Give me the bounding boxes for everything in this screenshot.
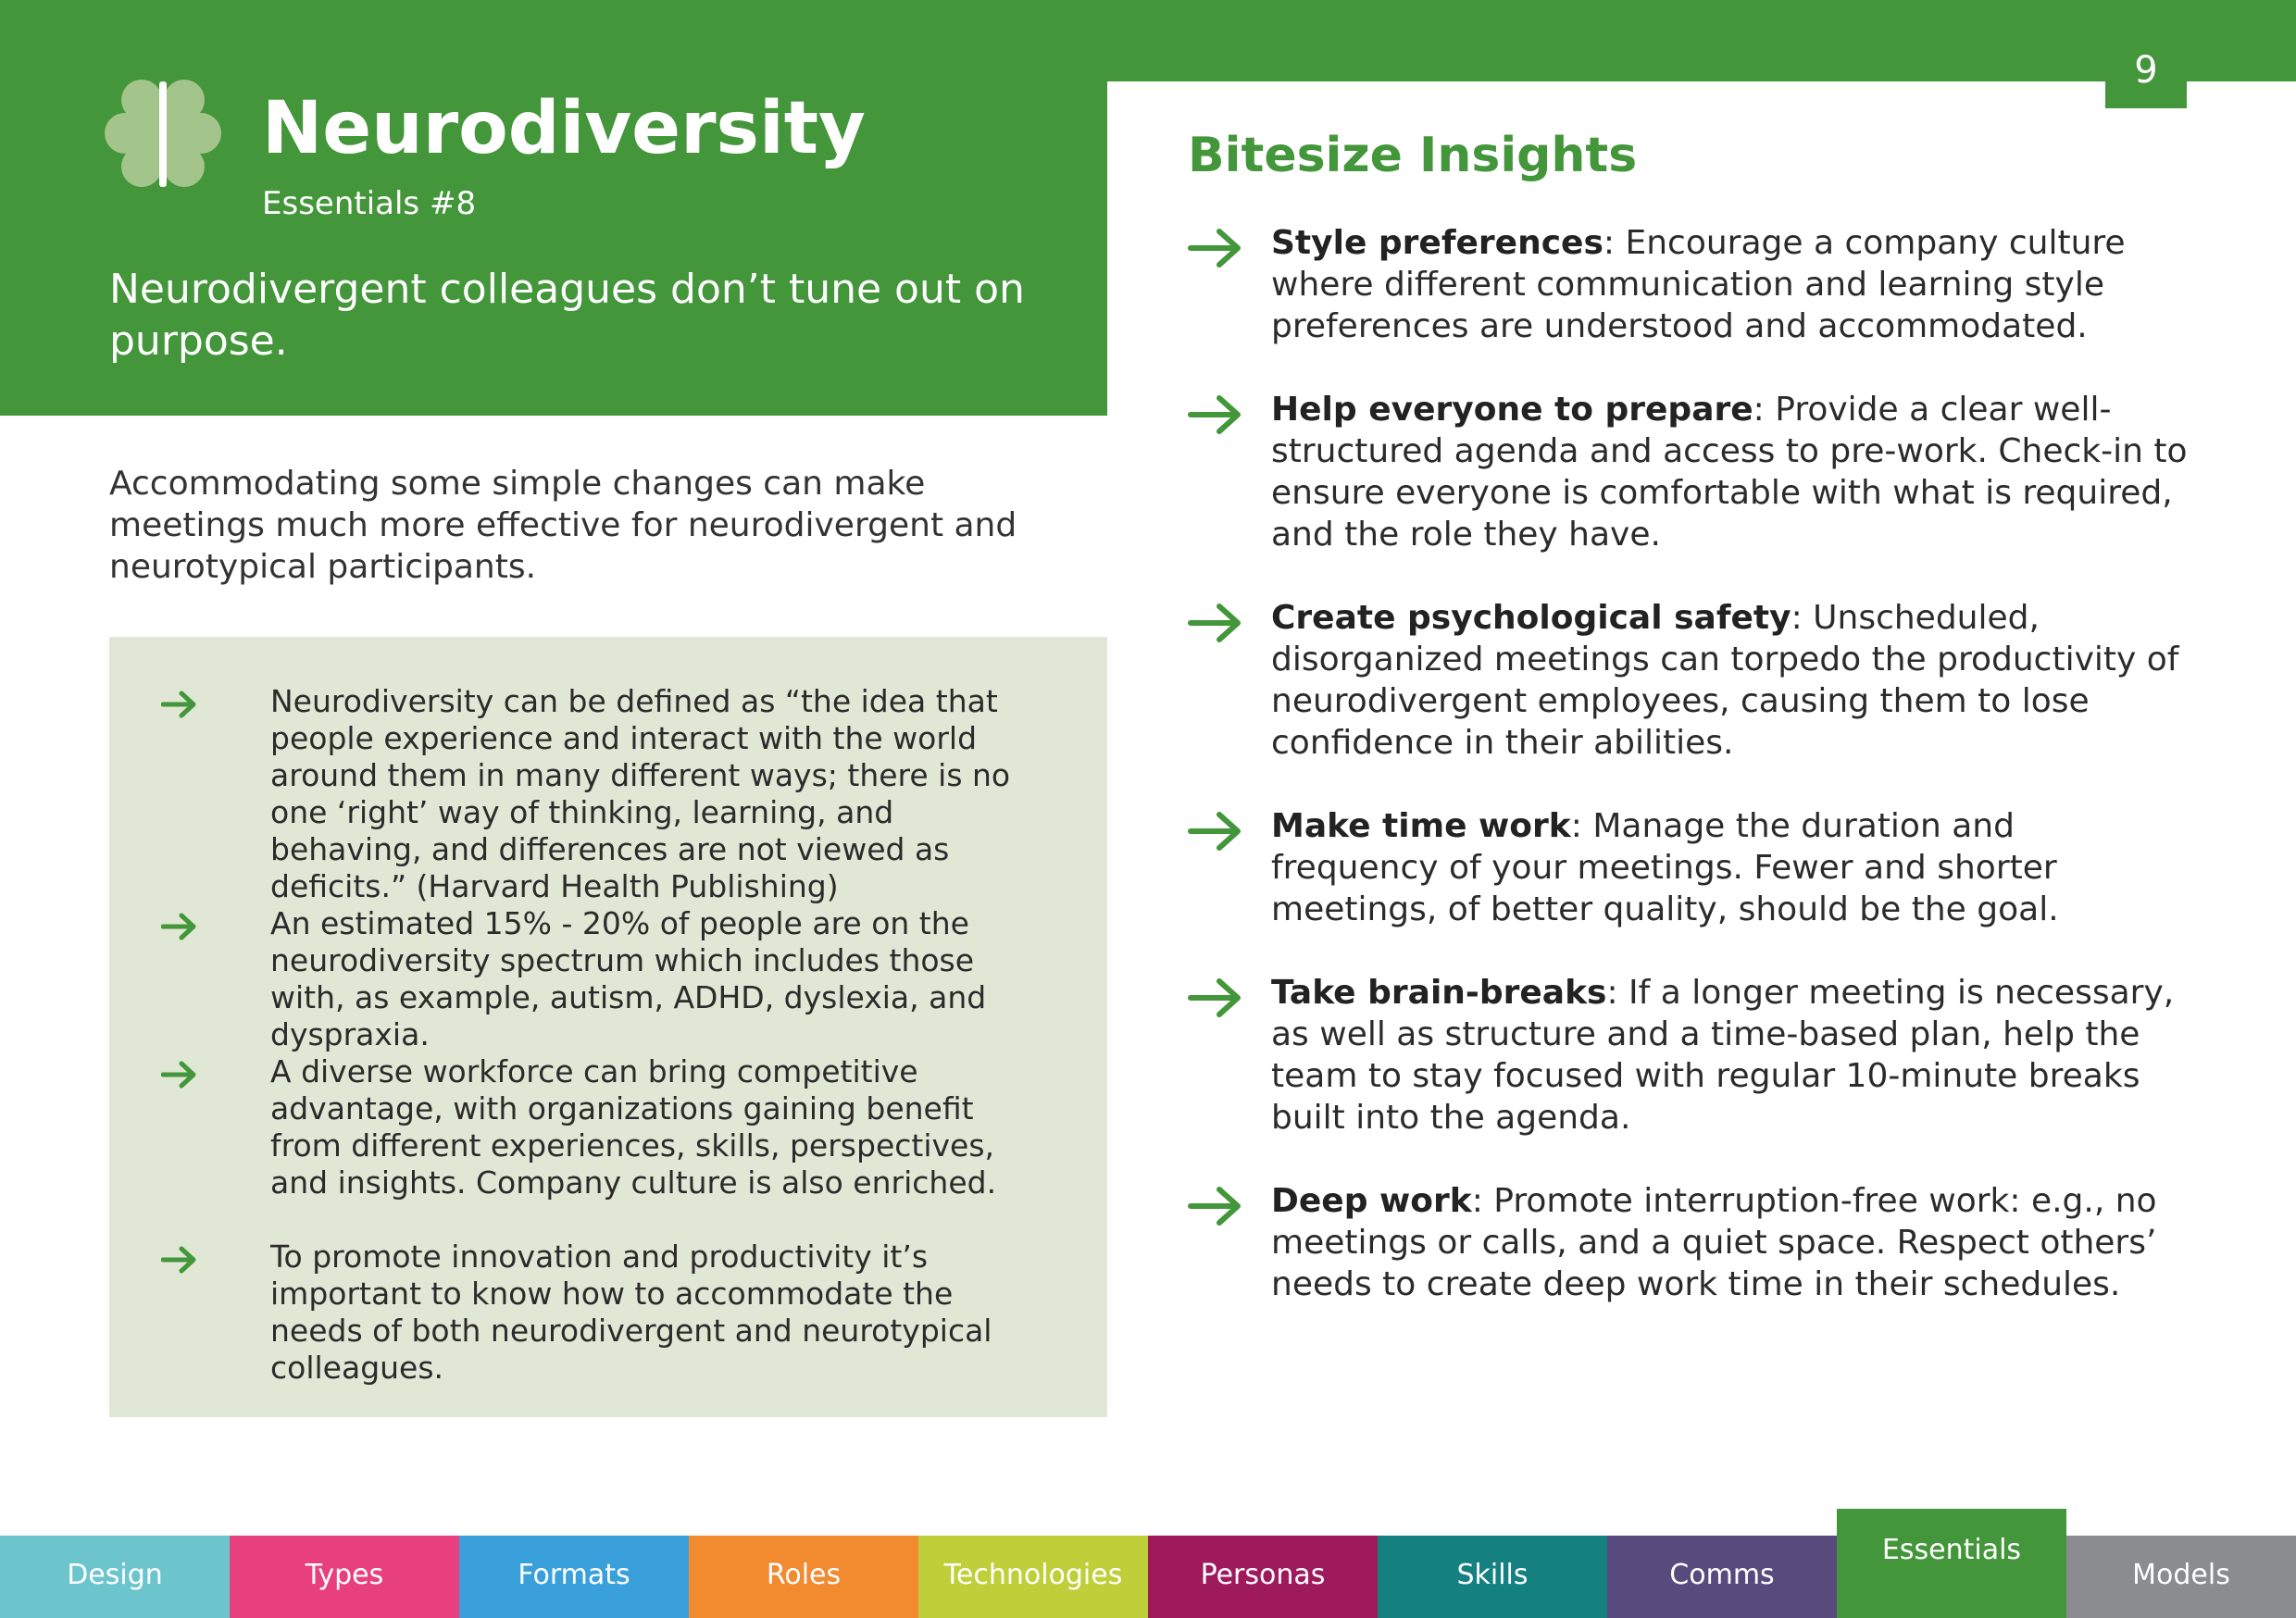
insight-title: Help everyone to prepare [1271,391,1753,429]
insight-body: : Provide a clear well-structured agenda and access to pre-work. Check-in to ensure everyone is comfortable with what is required, and the role they have. [1271,391,2188,554]
nav-tab-design[interactable]: Design [0,1536,230,1618]
insight-body: : Promote interruption-free work: e.g., no meetings or calls, and a quiet space. Respect others’ needs to create deep work time in their schedules. [1271,1182,2157,1303]
fact-text: To promote innovation and productivity it’s important to know how to accommodate the needs of both neurodivergent and neurotypical colleagues. [270,1238,992,1386]
insight-text [1271,972,2188,1139]
nav-tab-formats[interactable]: Formats [459,1536,689,1618]
insight-item [1188,222,2188,347]
fact-item [161,1238,1031,1387]
brain-icon [105,76,221,193]
arrow-right-icon [1188,809,1243,853]
fact-text: An estimated 15% - 20% of people are on the neurodiversity spectrum which includes those with, as example, autism, ADHD, dyslexia, and dyspraxia. [270,905,987,1052]
insights-heading: Bitesize Insights [1188,128,1638,183]
insight-item [1188,805,2188,930]
insight-item [1188,597,2188,764]
insight-title: Deep work [1271,1182,1472,1220]
page-number-tab [2105,37,2187,108]
insight-title: Make time work [1271,807,1571,845]
arrow-right-icon [1188,1184,1243,1228]
page-tagline: Neurodivergent colleagues don’t tune out on purpose. [109,266,1025,365]
arrow-right-icon [161,1061,198,1089]
arrow-right-icon [161,691,198,718]
nav-tab-types[interactable]: Types [230,1536,459,1618]
arrow-right-icon [161,1246,198,1274]
page-subtitle: Essentials #8 [262,185,477,222]
insight-text [1271,597,2188,764]
fact-item [161,683,1031,905]
insight-text [1271,1180,2188,1305]
nav-tab-skills[interactable]: Skills [1378,1536,1607,1618]
insight-body: : Encourage a company culture where different communication and learning style preferences are understood and accommodated. [1271,224,2126,345]
fact-text: Neurodiversity can be defined as “the idea that people experience and interact with the world around them in many different ways; there is no one ‘right’ way of thinking, learning, and behaving, and differences are not viewed as deficits.” (Harvard Health Publishing) [270,683,1011,904]
insight-item [1188,972,2188,1139]
insight-text [1271,222,2188,347]
facts-panel [109,637,1107,1417]
insight-title: Create psychological safety [1271,599,1791,637]
insight-text [1271,389,2188,555]
insight-title: Take brain-breaks [1271,974,1607,1012]
nav-tab-essentials[interactable]: Essentials [1837,1509,2066,1618]
arrow-right-icon [161,913,198,940]
insight-text [1271,805,2188,930]
nav-tab-comms[interactable]: Comms [1607,1536,1837,1618]
nav-tab-models[interactable]: Models [2066,1536,2296,1618]
nav-tab-personas[interactable]: Personas [1148,1536,1378,1618]
intro-paragraph: Accommodating some simple changes can make meetings much more effective for neurodivergent and neurotypical participants. [109,465,1017,586]
arrow-right-icon [1188,392,1243,437]
insight-body: : If a longer meeting is necessary, as well as structure and a time-based plan, help the team to stay focused with regular 10-minute breaks built into the agenda. [1271,974,2175,1137]
insight-body: : Unscheduled, disorganized meetings can torpedo the productivity of neurodivergent employees, causing them to lose confidence in their abilities. [1271,599,2179,762]
nav-tab-technologies[interactable]: Technologies [918,1536,1148,1618]
arrow-right-icon [1188,976,1243,1020]
page-number: 9 [2134,49,2158,92]
fact-item [161,905,1031,1053]
insight-item [1188,389,2188,555]
page-title: Neurodiversity [262,87,866,170]
nav-tab-roles[interactable]: Roles [689,1536,918,1618]
fact-item [161,1053,1031,1201]
insight-body: : Manage the duration and frequency of your meetings. Fewer and shorter meetings, of better quality, should be the goal. [1271,807,2059,928]
insight-item [1188,1180,2188,1305]
fact-text: A diverse workforce can bring competitive advantage, with organizations gaining benefit from different experiences, skills, perspectives, and insights. Company culture is also enriched. [270,1053,997,1201]
arrow-right-icon [1188,601,1243,645]
insight-title: Style preferences [1271,224,1603,262]
arrow-right-icon [1188,226,1243,270]
